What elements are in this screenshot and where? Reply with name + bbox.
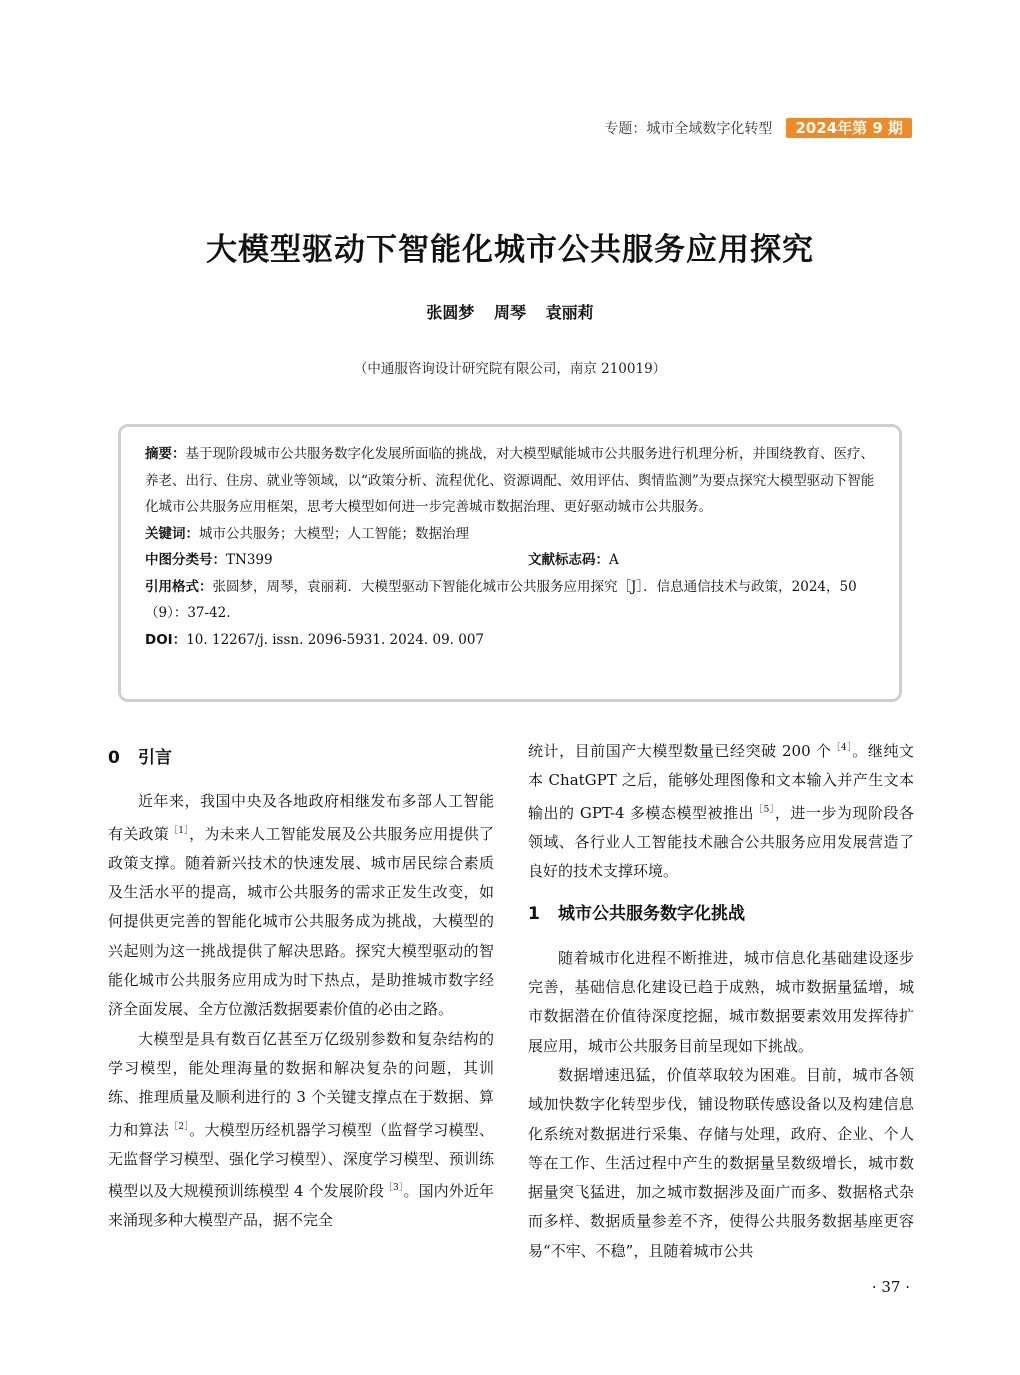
right-column — [528, 742, 914, 1266]
citation-ref: ［3］ — [383, 1183, 404, 1194]
clc-value: TN399 — [226, 552, 273, 568]
citation-label: 引用格式： — [145, 578, 213, 595]
text-span: ，为未来人工智能发展及公共服务应用提供了政策支撑。随着新兴技术的快速发展、城市居民综合素质及生活水平的提高，城市公共服务的需求正发生改变，如何提供更完善的智能化城市公共服务成为挑战，大模型的兴起则为这一挑战提供了解决思路。探究大模型驱动的智能化城市公共服务应用成为时下热点，是助推城市数字经济全面发展、全方位激活数据要素价值的必由之路。 — [108, 824, 494, 1019]
citation-ref: ［4］ — [831, 743, 853, 753]
page-number: · 37 · — [871, 1278, 910, 1296]
classification-row — [145, 547, 875, 574]
keywords-text: 城市公共服务；大模型；人工智能；数据治理 — [199, 525, 469, 542]
citation-ref: ［5］ — [754, 804, 775, 815]
section-heading-0 — [108, 744, 494, 773]
section-heading-1 — [528, 900, 914, 929]
abstract-text: 基于现阶段城市公共服务数字化发展所面临的挑战，对大模型赋能城市公共服务进行机理分析，并围绕教育、医疗、养老、出行、住房、就业等领域，以“政策分析、流程优化、资源调配、效用评估、舆情监测”为要点探究大模型驱动下智能化城市公共服务应用框架，思考大模型如何进一步完善城市数据治理、更好驱动城市公共服务。 — [145, 446, 875, 515]
text-span: 近年来，我国中央及各地政府相继发布多部人工智能有关政策 — [108, 792, 494, 843]
text-span: 大模型是具有数百亿甚至万亿级别参数和复杂结构的学习模型，能处理海量的数据和解决复杂的问题，其训练、推理质量及顺利进行的 3 个关键支撑点在于数据、算力和算法 — [108, 1029, 494, 1139]
section-number: 1 — [528, 904, 540, 925]
text-span: 统计，目前国产大模型数量已经突破 200 个 — [528, 742, 832, 760]
section-title: 引言 — [138, 748, 172, 768]
text-span: 。继纯文本 ChatGPT 之后，能够处理图像和文本输入并产生文本输出的 GPT-4 多模态模型被推出 — [528, 742, 914, 822]
header-issue-badge: 2024年第 9 期 — [786, 118, 912, 138]
paragraph — [108, 787, 494, 1024]
text-span: ，进一步为现阶段各领域、各行业人工智能技术融合公共服务应用发展营造了良好的技术支撑环境。 — [528, 803, 914, 881]
clc-label: 中图分类号： — [145, 552, 226, 568]
doc-code-value: A — [609, 552, 619, 568]
citation — [145, 574, 875, 627]
paper-title: 大模型驱动下智能化城市公共服务应用探究 — [206, 232, 814, 268]
citation-text: 张圆梦，周琴，袁丽莉．大模型驱动下智能化城市公共服务应用探究［J］．信息通信技术与政策，2024，50（9）：37-42. — [145, 578, 857, 621]
section-number: 0 — [108, 748, 120, 768]
paragraph — [528, 734, 914, 886]
text-span: 。国内外近年来涌现多种大模型产品，据不完全 — [108, 1182, 494, 1230]
text-span: 。大模型历经机器学习模型（监督学习模型、无监督学习模型、强化学习模型）、深度学习模型、预训练模型以及大规模预训练模型 4 个发展阶段 — [108, 1120, 494, 1201]
citation-ref: ［2］ — [169, 1121, 190, 1132]
doi-value: 10. 12267/j. issn. 2096-5931. 2024. 09. 007 — [186, 631, 485, 648]
paragraph: 随着城市化进程不断推进，城市信息化基础建设逐步完善，基础信息化建设已趋于成熟，城市数据量猛增，城市数据潜在价值待深度挖掘，城市数据要素效用发挥待扩展应用，城市公共服务目前呈现如下挑战。 — [528, 948, 914, 1055]
authors: 张圆梦 周琴 袁丽莉 — [426, 303, 594, 322]
doi-label: DOI： — [145, 631, 187, 648]
abstract-label: 摘要： — [145, 446, 186, 462]
header-topic: 专题：城市全域数字化转型 — [604, 121, 773, 137]
paragraph: 数据增速迅猛，价值萃取较为困难。目前，城市各领域加快数字化转型步伐，铺设物联传感设备以及构建信息化系统对数据进行采集、存储与处理，政府、企业、个人等在工作、生活过程中产生的数据量呈数级增长，城市数据量突飞猛进，加之城市数据涉及面广而多、数据格式杂而多样、数据质量参差不齐，使得公共服务数据基座更容易“不牢、不稳”，且随着城市公共 — [528, 1065, 914, 1260]
section-title: 城市公共服务数字化挑战 — [558, 904, 745, 925]
abstract — [145, 441, 875, 521]
keywords-label: 关键词： — [145, 525, 199, 542]
running-header — [604, 118, 912, 138]
abstract-box — [118, 424, 902, 702]
keywords — [145, 521, 875, 548]
doi — [145, 627, 875, 654]
left-column — [108, 742, 494, 1236]
doc-code-label: 文献标志码： — [528, 552, 609, 568]
affiliation: （中通服咨询设计研究院有限公司，南京 210019） — [353, 361, 667, 377]
paragraph — [108, 1025, 494, 1236]
citation-ref: ［1］ — [169, 825, 190, 836]
